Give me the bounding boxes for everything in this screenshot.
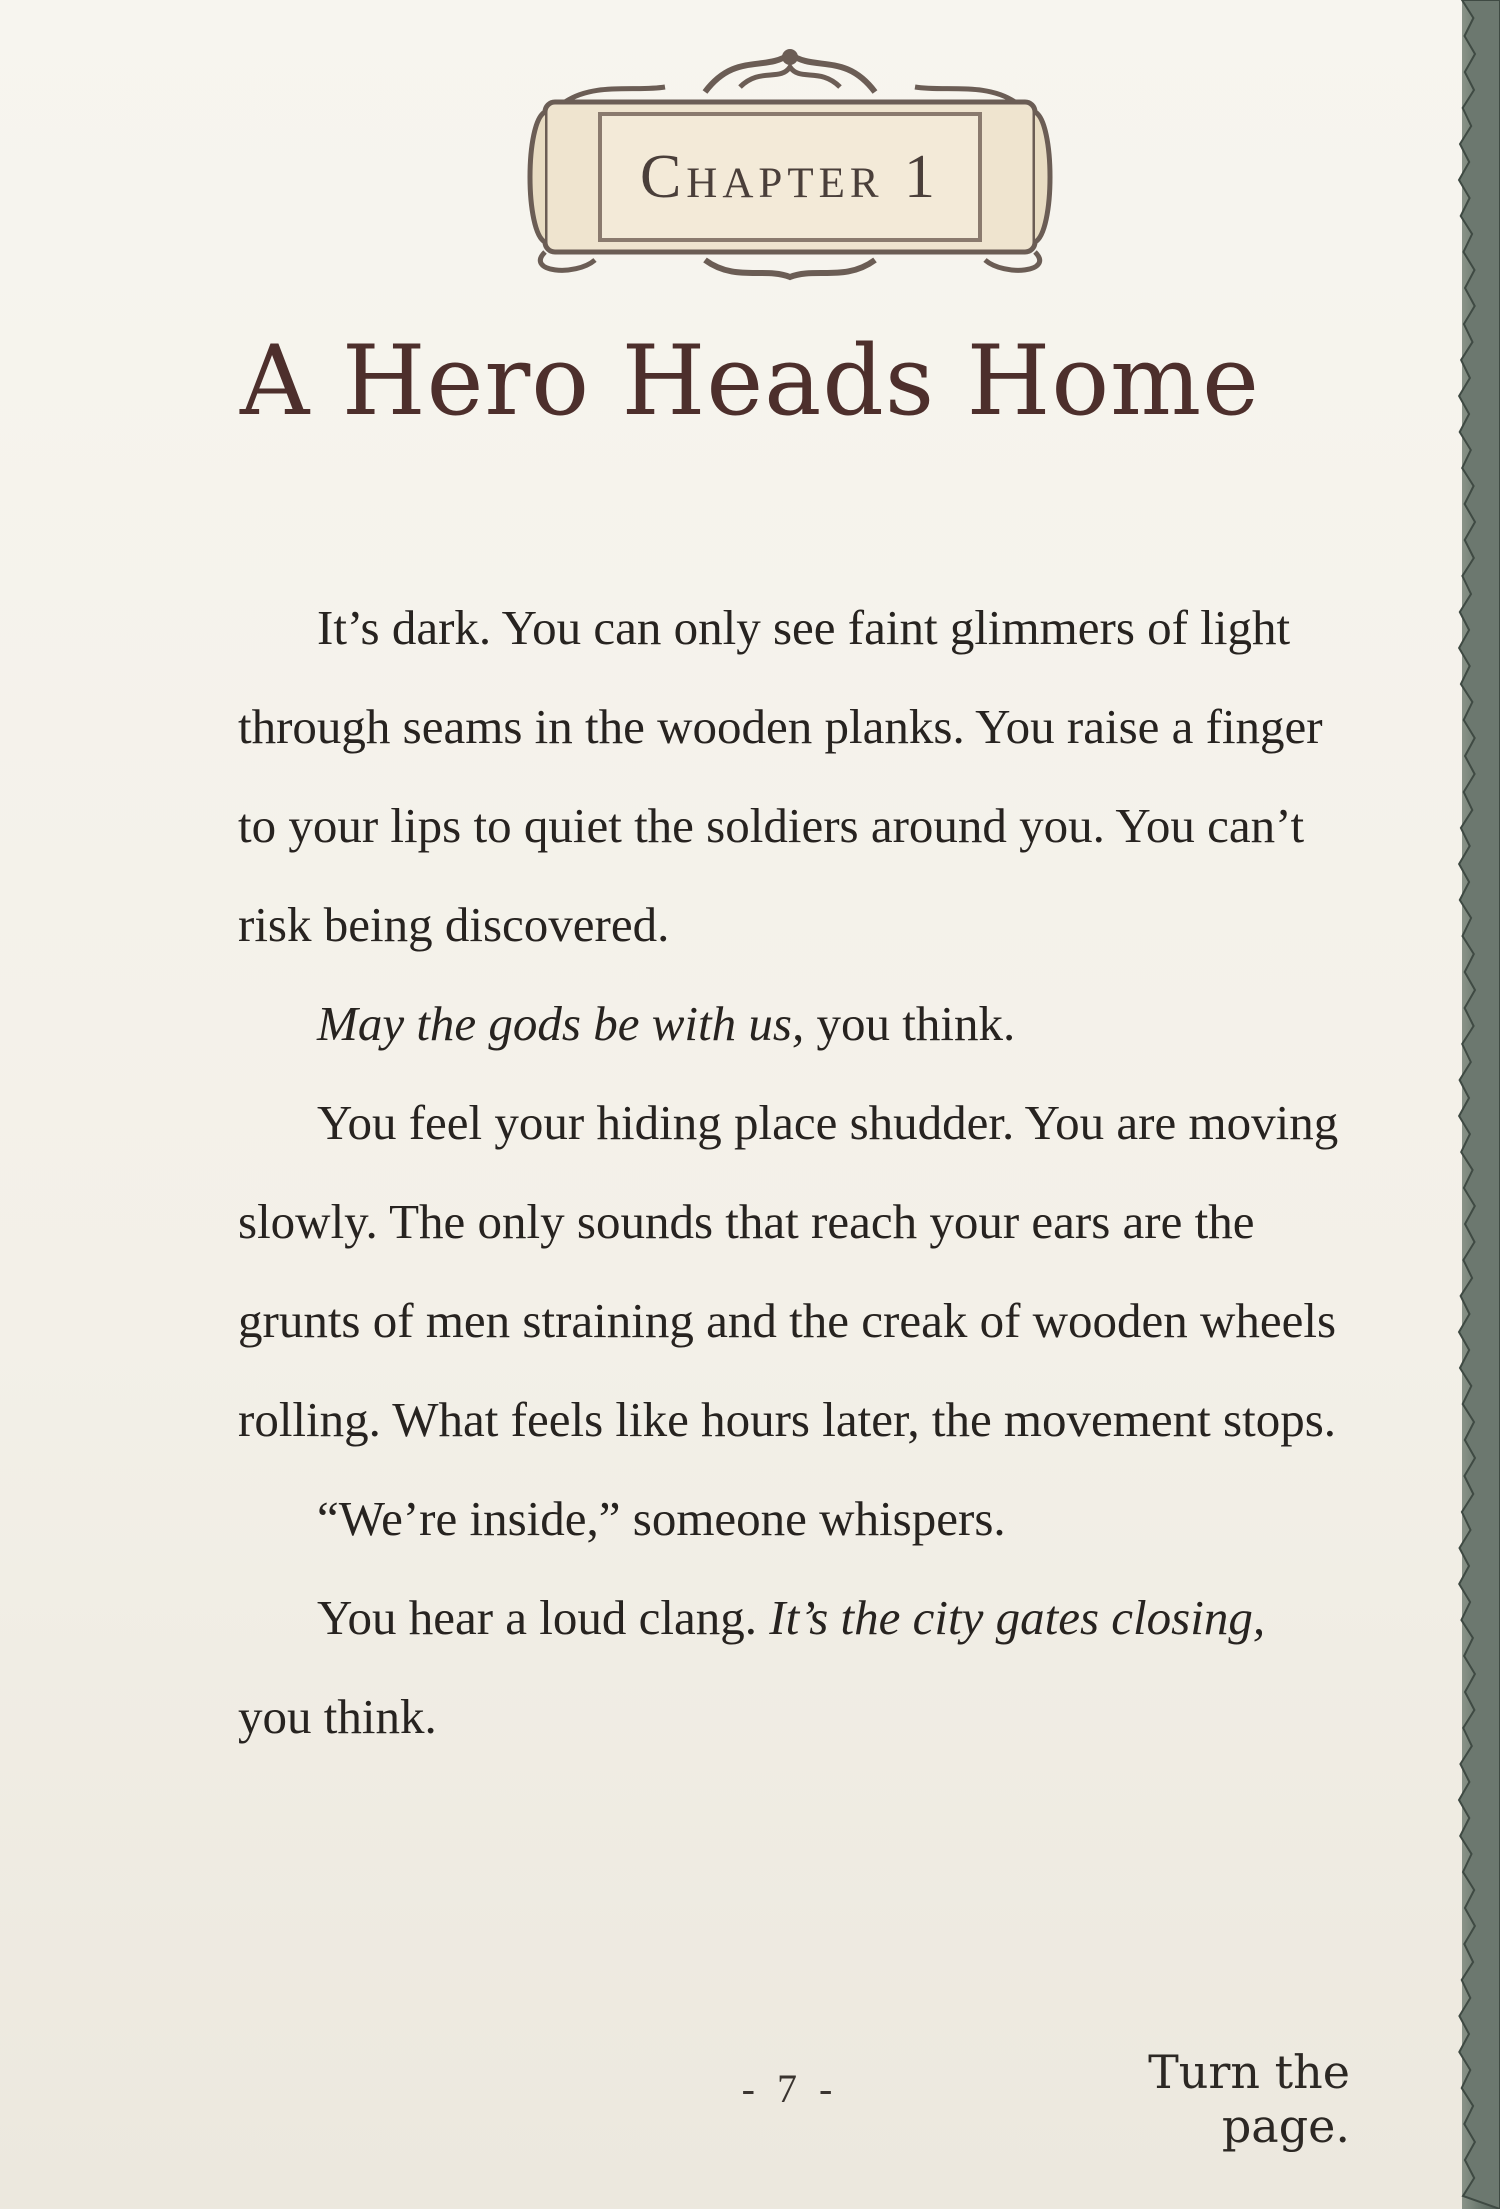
text-run: It’s dark. You can only see faint glimmers of light through seams in the wooden planks. You raise a finger to your lips to quiet the soldiers around you. You can’t risk being discovered. (238, 600, 1323, 952)
paragraph (238, 1469, 1348, 1568)
italic-text: May the gods be with us, (317, 996, 805, 1051)
paragraph (238, 578, 1348, 974)
chapter-banner (505, 32, 1075, 282)
text-run: you think. (238, 1689, 437, 1744)
paragraph (238, 1073, 1348, 1469)
chapter-label: Chapter 1 (639, 143, 941, 211)
paragraph (238, 1568, 1348, 1766)
page-number: - 7 - (741, 2066, 839, 2111)
text-run: You hear a loud clang. (317, 1590, 770, 1645)
text-run: “We’re inside,” someone whispers. (317, 1491, 1006, 1546)
story-text (238, 578, 1348, 1766)
chapter-title: A Hero Heads Home (240, 325, 1260, 437)
text-run: you think. (804, 996, 1016, 1051)
turn-page-prompt: Turn the page. (1148, 2045, 1350, 2153)
text-run: You feel your hiding place shudder. You are moving slowly. The only sounds that reach your ears are the grunts of men straining and the creak of wooden wheels rolling. What feels like hours later, the movement stops. (238, 1095, 1339, 1447)
paragraph (238, 974, 1348, 1073)
italic-text: It’s the city gates closing, (769, 1590, 1266, 1645)
